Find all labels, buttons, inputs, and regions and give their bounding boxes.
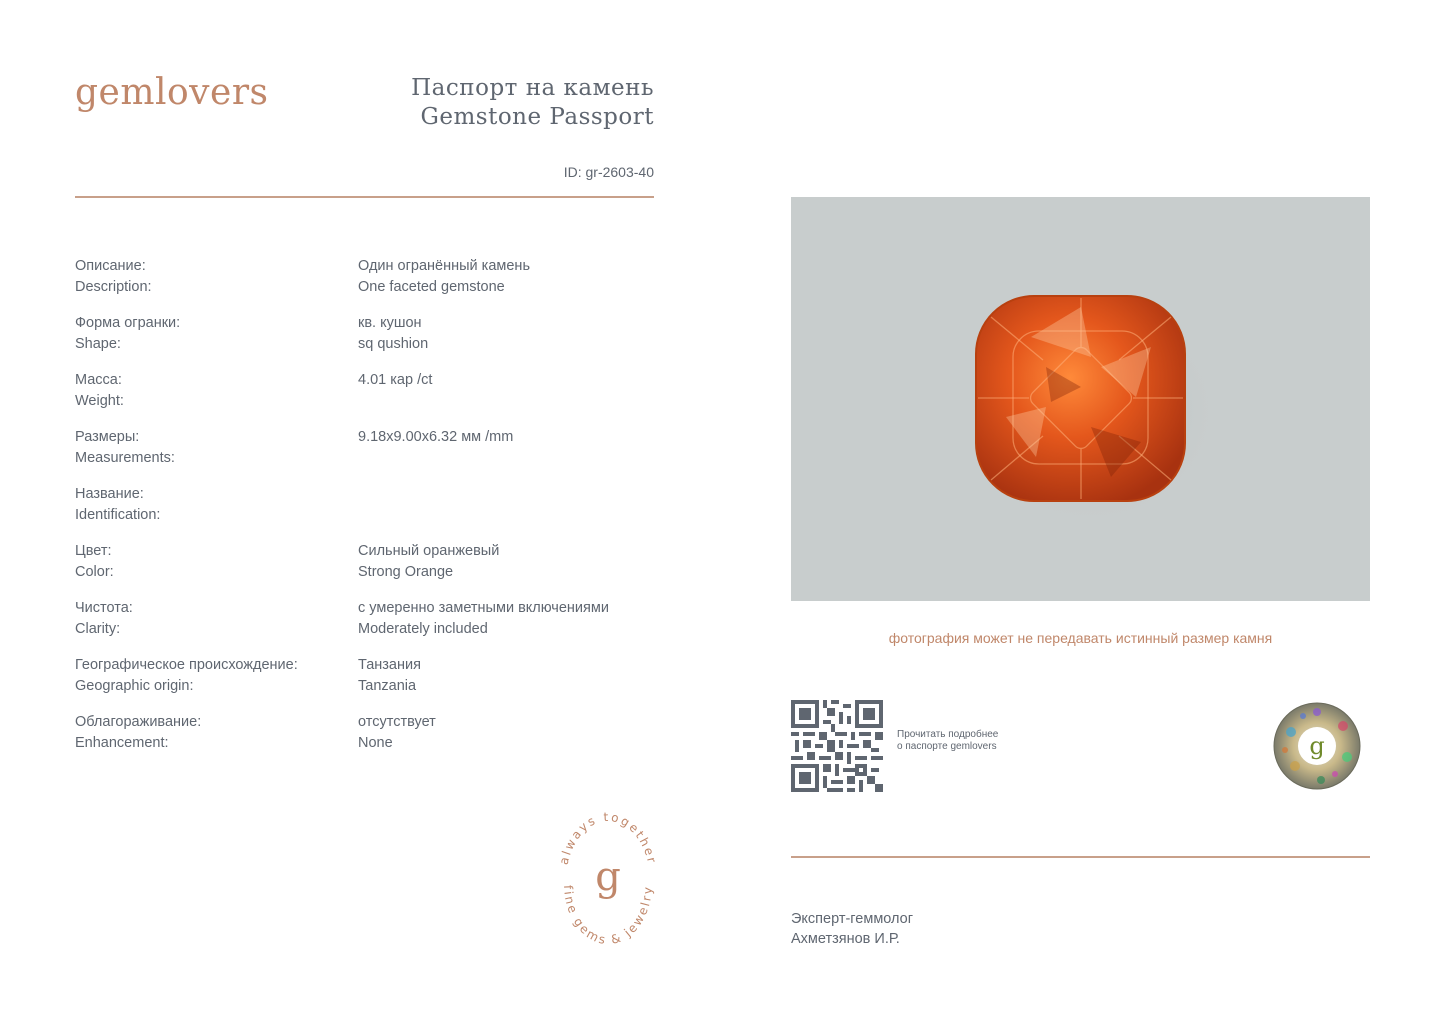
field-label-ru: Название: <box>75 486 144 502</box>
field-label-ru: Географическое происхождение: <box>75 657 298 673</box>
field-value-ru: 4.01 кар /ct <box>358 372 433 388</box>
field-label-en: Identification: <box>75 507 161 523</box>
expert-title: Эксперт-геммолог <box>791 911 914 927</box>
field-description <box>75 256 655 298</box>
field-label-ru: Чистота: <box>75 600 133 616</box>
field-label-ru: Размеры: <box>75 429 140 445</box>
field-value-en: One faceted gemstone <box>358 279 505 295</box>
field-measurements <box>75 427 655 469</box>
stamp-letter: g <box>595 854 621 900</box>
expert-name: Ахметзянов И.Р. <box>791 931 900 947</box>
field-enhancement <box>75 712 655 754</box>
field-label-en: Geographic origin: <box>75 678 194 694</box>
field-weight <box>75 370 655 412</box>
field-value-en: sq qushion <box>358 336 429 352</box>
field-label-en: Clarity: <box>75 621 121 637</box>
field-label-en: Description: <box>75 279 152 295</box>
stamp-bottom-text: fine gems & jewelry <box>560 884 656 948</box>
expert-signature <box>791 909 913 949</box>
field-value-ru: с умеренно заметными включениями <box>358 600 609 616</box>
document-title <box>380 74 654 132</box>
field-label-en: Enhancement: <box>75 735 169 751</box>
field-value-en: Tanzania <box>358 678 417 694</box>
qr-caption-line2: о паспорте gemlovers <box>897 741 997 752</box>
qr-caption <box>897 729 998 753</box>
field-label-en: Shape: <box>75 336 121 352</box>
gemstone-photo <box>791 197 1370 601</box>
field-label-ru: Цвет: <box>75 543 112 559</box>
field-value-ru: Один огранённый камень <box>358 258 530 274</box>
field-label-ru: Форма огранки: <box>75 315 181 331</box>
field-label-en: Weight: <box>75 393 124 409</box>
brand-stamp-icon <box>552 808 664 954</box>
field-value-ru: Сильный оранжевый <box>358 543 500 559</box>
field-value-en: Strong Orange <box>358 564 454 580</box>
field-value-ru: 9.18x9.00x6.32 мм /mm <box>358 429 514 445</box>
field-shape <box>75 313 655 355</box>
title-ru: Паспорт на камень <box>411 75 654 101</box>
stamp-top-text: always together <box>556 809 660 867</box>
field-label-en: Color: <box>75 564 114 580</box>
field-label-ru: Облагораживание: <box>75 714 202 730</box>
gemstone-image-icon <box>791 197 1370 601</box>
field-label-en: Measurements: <box>75 450 175 466</box>
hologram-seal-icon <box>1273 702 1361 790</box>
photo-disclaimer: фотография может не передавать истинный размер камня <box>888 630 1273 646</box>
brand-logo: gemlovers <box>75 72 269 113</box>
field-value-en: None <box>358 735 393 751</box>
hologram-letter: g <box>1309 732 1325 760</box>
field-clarity <box>75 598 655 640</box>
qr-code-icon[interactable] <box>791 700 883 792</box>
field-identification <box>75 484 655 526</box>
field-label-ru: Описание: <box>75 258 146 274</box>
field-color <box>75 541 655 583</box>
header-divider <box>75 196 654 198</box>
field-origin <box>75 655 655 697</box>
field-value-ru: Танзания <box>358 657 421 673</box>
qr-caption-line1: Прочитать подробнее <box>897 729 999 740</box>
field-value-ru: кв. кушон <box>358 315 422 331</box>
field-label-ru: Масса: <box>75 372 122 388</box>
field-value-ru: отсутствует <box>358 714 436 730</box>
field-value-en: Moderately included <box>358 621 488 637</box>
passport-id: ID: gr-2603-40 <box>563 164 654 180</box>
gemstone-fields <box>75 256 655 769</box>
footer-divider <box>791 856 1370 858</box>
title-en: Gemstone Passport <box>420 104 654 130</box>
